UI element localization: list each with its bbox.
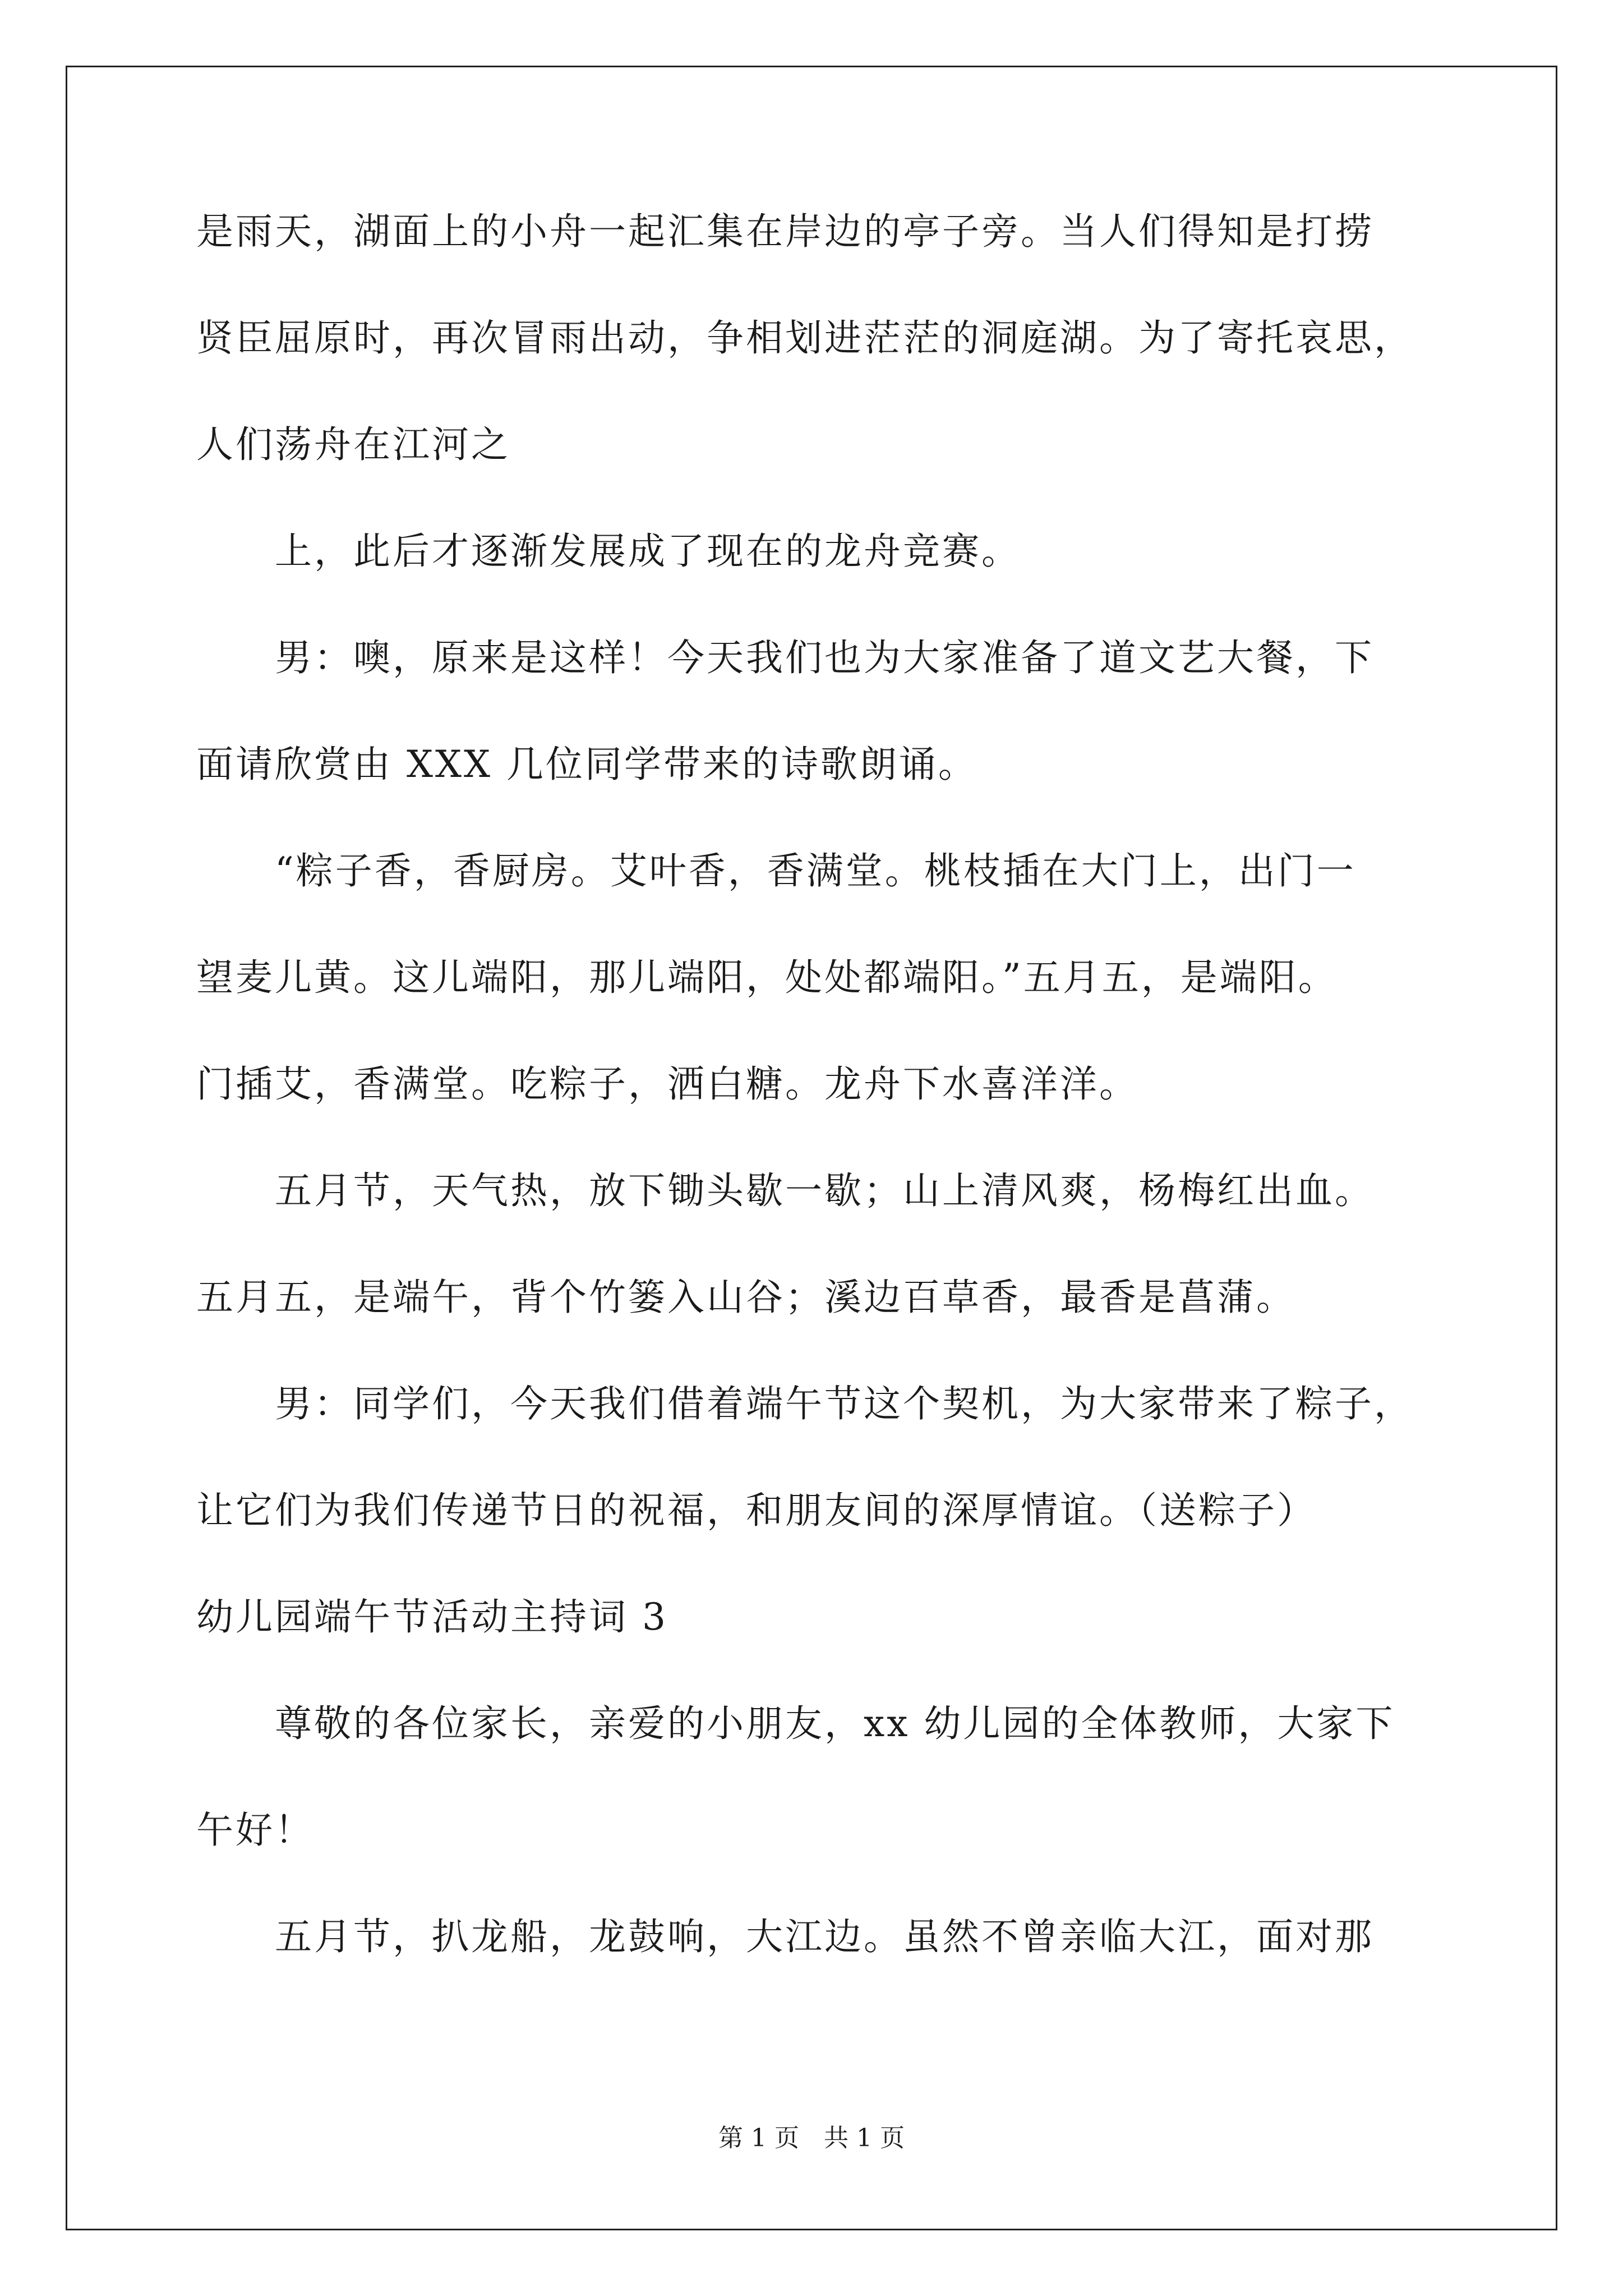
section-heading: 幼儿园端午节活动主持词 3 [196,1595,668,1639]
text-line: 上，此后才逐渐发展成了现在的龙舟竞赛。 [196,530,1021,573]
text-line: 面请欣赏由 XXX 几位同学带来的诗歌朗诵。 [196,743,978,786]
text-line: 望麦儿黄。这儿端阳，那儿端阳，处处都端阳。”五月五，是端阳。 [196,956,1338,999]
page-border [66,66,1557,2230]
text-line: 尊敬的各位家长，亲爱的小朋友，xx 幼儿园的全体教师，大家下 [196,1702,1395,1745]
text-line: 五月节，扒龙船，龙鼓响，大江边。虽然不曾亲临大江，面对那 [196,1915,1374,1958]
text-line: 五月五，是端午，背个竹篓入山谷；溪边百草香，最香是菖蒲。 [196,1276,1295,1319]
text-line: 让它们为我们传递节日的祝福，和朋友间的深厚情谊。（送粽子） [196,1489,1316,1532]
text-line: 贤臣屈原时，再次冒雨出动，争相划进茫茫的洞庭湖。为了寄托哀思， [196,316,1413,360]
text-line: 五月节，天气热，放下锄头歇一歇；山上清风爽，杨梅红出血。 [196,1169,1374,1212]
text-line: 门插艾，香满堂。吃粽子，洒白糖。龙舟下水喜洋洋。 [196,1062,1138,1106]
text-line: 人们荡舟在江河之 [196,423,510,466]
text-line: 男：同学们，今天我们借着端午节这个契机，为大家带来了粽子， [196,1382,1413,1425]
text-line: 是雨天，湖面上的小舟一起汇集在岸边的亭子旁。当人们得知是打捞 [196,210,1374,253]
text-line: 午好！ [196,1809,314,1852]
text-line: 男：噢，原来是这样！今天我们也为大家准备了道文艺大餐，下 [196,636,1374,679]
text-line: “粽子香，香厨房。艾叶香，香满堂。桃枝插在大门上，出门一 [196,849,1356,892]
page-footer: 第 1 页 共 1 页 [718,2124,905,2152]
